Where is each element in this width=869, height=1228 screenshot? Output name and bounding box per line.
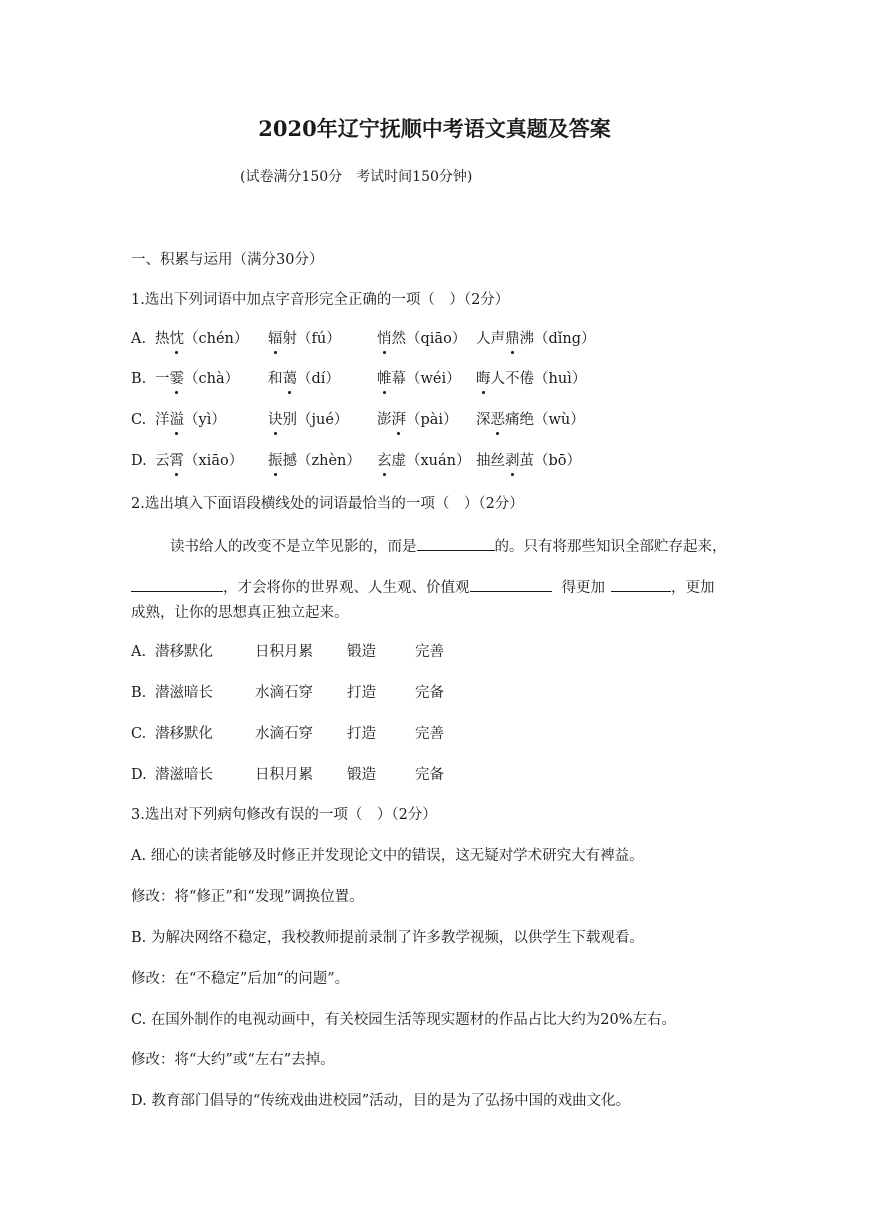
pinyin: （wù）	[534, 412, 585, 428]
pinyin: （huì）	[534, 371, 587, 387]
passage-text: 的。只有将那些知识全部贮存起来，	[494, 539, 727, 555]
dotted-char: 晦	[476, 371, 491, 387]
option-word	[476, 451, 581, 471]
option-label: D.	[131, 767, 147, 783]
pinyin: （pài）	[406, 412, 458, 428]
option-word: 水滴石穿	[255, 685, 313, 701]
dotted-char: 诀	[268, 412, 283, 428]
word-text: 和	[268, 371, 283, 387]
word-text: 云	[155, 453, 170, 469]
dotted-char: 玄	[377, 453, 392, 469]
option-word: 日积月累	[255, 767, 313, 783]
pinyin: （chà）	[184, 371, 240, 387]
word-text: 射	[282, 331, 297, 347]
section-heading: 一、积累与运用（满分30分）	[131, 252, 324, 268]
option-label: A.	[131, 644, 147, 660]
dotted-char: 湃	[391, 412, 406, 428]
option-word: 日积月累	[255, 644, 313, 660]
dotted-char: 鼎	[505, 331, 520, 347]
option-word	[476, 369, 586, 389]
word-text: 别	[282, 412, 297, 428]
pinyin: （wéi）	[406, 371, 461, 387]
word-text: 澎	[377, 412, 392, 428]
passage-text: 得更加	[561, 580, 605, 596]
option-label: A.	[131, 331, 147, 347]
word-text: 沸	[519, 331, 534, 347]
option-word: 潜滋暗长	[155, 767, 213, 783]
q3-revision: 修改：将“修正”和“发现”调换位置。	[131, 889, 364, 905]
fill-blank	[131, 576, 223, 592]
word-text: 茧	[519, 453, 534, 469]
option-word: 锻造	[347, 767, 376, 783]
q2-passage-line: 成熟，让你的思想真正独立起来。	[131, 605, 349, 621]
word-text: 幕	[391, 371, 406, 387]
word-text: 人声	[476, 331, 505, 347]
page-title: 2020年辽宁抚顺中考语文真题及答案	[258, 116, 611, 141]
passage-text: 读书给人的改变不是立竿见影的，而是	[170, 539, 417, 555]
word-text: 撼	[282, 453, 297, 469]
word-text: 痛绝	[505, 412, 534, 428]
word-text: 洋	[155, 412, 170, 428]
option-word: 完善	[415, 644, 444, 660]
dotted-char: 恶	[490, 412, 505, 428]
pinyin: （xiāo）	[184, 453, 244, 469]
option-label: C.	[131, 412, 147, 428]
q3-option: D. 教育部门倡导的“传统戏曲进校园”活动，目的是为了弘扬中国的戏曲文化。	[131, 1093, 631, 1109]
q2-stem: 2.选出填入下面语段横线处的词语最恰当的一项（ ）（2分）	[131, 496, 524, 512]
option-word	[476, 410, 585, 430]
option-label: D.	[131, 453, 147, 469]
word-text: 抽丝	[476, 453, 505, 469]
word-text: 深	[476, 412, 491, 428]
fill-blank	[417, 535, 495, 551]
pinyin: （dǐng）	[534, 331, 596, 347]
pinyin: （xuán）	[406, 453, 471, 469]
pinyin: （bō）	[534, 453, 582, 469]
option-word	[155, 329, 248, 349]
option-word: 完善	[415, 726, 444, 742]
dotted-char: 帷	[377, 371, 392, 387]
option-word	[155, 410, 226, 430]
option-word	[377, 451, 471, 471]
pinyin: （yì）	[184, 412, 226, 428]
dotted-char: 辐	[268, 331, 283, 347]
word-text: 人不倦	[490, 371, 534, 387]
fill-blank	[470, 576, 552, 592]
q3-option: B. 为解决网络不稳定，我校教师提前录制了许多教学视频，以供学生下载观看。	[131, 930, 644, 946]
option-label: B.	[131, 371, 147, 387]
pinyin: （jué）	[297, 412, 349, 428]
word-text: 热	[155, 331, 170, 347]
word-text: 一	[155, 371, 170, 387]
q1-stem: 1.选出下列词语中加点字音形完全正确的一项（ ）（2分）	[131, 292, 510, 308]
exam-info: (试卷满分150分 考试时间150分钟)	[240, 169, 473, 185]
option-word: 潜移默化	[155, 644, 213, 660]
pinyin: （chén）	[184, 331, 249, 347]
dotted-char: 蔼	[282, 371, 297, 387]
passage-text: ，才会将你的世界观、人生观、价值观	[223, 580, 470, 596]
option-word: 水滴石穿	[255, 726, 313, 742]
option-word	[377, 410, 458, 430]
q3-revision: 修改：将“大约”或“左右”去掉。	[131, 1052, 335, 1068]
q3-revision: 修改：在“不稳定”后加“的问题”。	[131, 971, 350, 987]
option-word	[268, 369, 340, 389]
q2-passage-line	[170, 535, 727, 557]
dotted-char: 霄	[169, 453, 184, 469]
dotted-char: 悄	[377, 331, 392, 347]
passage-text: ，更加	[671, 580, 715, 596]
q3-option: C. 在国外制作的电视动画中，有关校园生活等现实题材的作品占比大约为20%左右。	[131, 1012, 677, 1028]
pinyin: （qiāo）	[406, 331, 467, 347]
dotted-char: 霎	[169, 371, 184, 387]
option-word	[377, 369, 461, 389]
dotted-char: 剥	[505, 453, 520, 469]
word-text: 然	[391, 331, 406, 347]
q3-stem: 3.选出对下列病句修改有误的一项（ ）（2分）	[131, 807, 437, 823]
option-label: B.	[131, 685, 147, 701]
q2-passage-line	[131, 576, 715, 598]
dotted-char: 溢	[169, 412, 184, 428]
option-word: 完备	[415, 767, 444, 783]
option-word	[155, 369, 239, 389]
option-word	[268, 329, 341, 349]
option-word: 完备	[415, 685, 444, 701]
q3-option: A. 细心的读者能够及时修正并发现论文中的错误，这无疑对学术研究大有裨益。	[131, 848, 644, 864]
option-word: 潜滋暗长	[155, 685, 213, 701]
option-word: 打造	[347, 726, 376, 742]
option-word	[268, 451, 361, 471]
fill-blank	[611, 576, 671, 592]
dotted-char: 忱	[169, 331, 184, 347]
option-word	[377, 329, 466, 349]
pinyin: （zhèn）	[297, 453, 361, 469]
dotted-char: 振	[268, 453, 283, 469]
pinyin: （dí）	[297, 371, 340, 387]
option-word: 锻造	[347, 644, 376, 660]
option-word	[155, 451, 243, 471]
pinyin: （fú）	[297, 331, 341, 347]
option-word	[268, 410, 348, 430]
option-label: C.	[131, 726, 147, 742]
word-text: 虚	[391, 453, 406, 469]
option-word	[476, 329, 596, 349]
option-word: 潜移默化	[155, 726, 213, 742]
option-word: 打造	[347, 685, 376, 701]
